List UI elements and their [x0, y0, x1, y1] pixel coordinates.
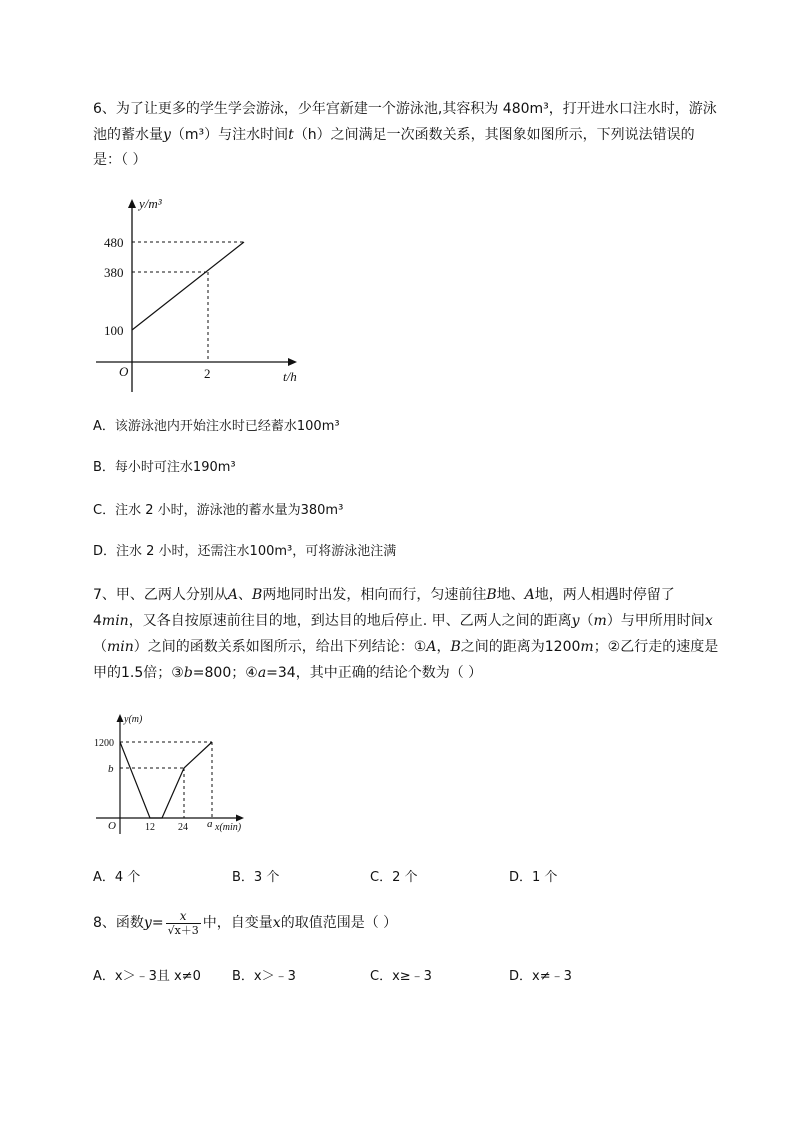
q7-text: 两地同时出发，相向而行，匀速前往 [262, 587, 487, 603]
q7-y-label: y(m) [124, 714, 143, 725]
q6-option-a[interactable]: A．该游泳池内开始注水时已经蓄水100m³ [93, 419, 340, 434]
q7-text: =800；④ [192, 665, 258, 681]
q7-text: 甲的1.5倍；③ [93, 665, 184, 681]
q6-xtick-2: 2 [204, 366, 211, 381]
q7-var: A [227, 587, 239, 603]
q6-var-y: y [163, 127, 171, 143]
q6-option-b[interactable]: B．每小时可注水190m³ [93, 460, 236, 475]
q8-text: 中，自变量 [202, 915, 273, 931]
q7-var: A [426, 639, 437, 655]
q7-text: =34，其中正确的结论个数为（ ） [266, 665, 483, 681]
q7-text: 之间的距离为1200 [460, 639, 581, 655]
q7-option-d[interactable]: D．1 个 [509, 870, 558, 885]
q7-var: y [571, 613, 580, 629]
q6-stem-line1: 6、为了让更多的学生学会游泳，少年宫新建一个游泳池,其容积为 480m³，打开进水口注水时，游泳 [93, 101, 717, 117]
q6-text: （m³）与注水时间 [170, 127, 289, 143]
q7-text: ， [436, 639, 451, 655]
q6-stem-line3: 是：（ ） [93, 152, 147, 168]
q6-ytick-100: 100 [104, 323, 124, 338]
q8-stem [93, 906, 397, 940]
q8-denominator: √x＋3 [167, 923, 199, 937]
q7-origin: O [108, 820, 116, 832]
q7-xtick-24: 24 [178, 822, 188, 833]
q7-text: 地、 [496, 587, 525, 603]
q6-ytick-380: 380 [104, 265, 124, 280]
q8-var-x: x [272, 915, 281, 931]
q7-text: 、 [238, 587, 253, 603]
q7-text: ）与甲所用时间 [606, 613, 705, 629]
q6-text: 池的蓄水量 [93, 127, 163, 143]
q6-text: （h）之间满足一次函数关系，其图象如图所示，下列说法错误的 [293, 127, 695, 143]
q8-text: 8、函数 [93, 915, 144, 931]
q7-var: B [450, 639, 461, 655]
q7-x-arrow [236, 815, 244, 822]
q7-option-b[interactable]: B．3 个 [232, 870, 280, 885]
q7-option-c[interactable]: C．2 个 [370, 870, 418, 885]
q6-origin: O [119, 364, 129, 379]
q7-ytick-b: b [108, 763, 114, 775]
q8-numerator: x [179, 908, 187, 923]
q7-unit: m [593, 613, 607, 629]
q7-var: A [524, 587, 535, 603]
q6-y-label: y/m³ [139, 196, 162, 211]
q7-unit: min [101, 613, 129, 629]
q6-option-c[interactable]: C．注水 2 小时，游泳池的蓄水量为380m³ [93, 503, 344, 518]
q7-var: B [252, 587, 263, 603]
q8-text: = [151, 915, 164, 931]
q7-option-a[interactable]: A．4 个 [93, 870, 141, 885]
q7-text: 7、甲、乙两人分别从 [93, 587, 228, 603]
q8-fraction [166, 909, 201, 938]
q7-text: 4 [93, 613, 102, 629]
q7-y-arrow [117, 714, 124, 722]
q6-x-label: t/h [283, 369, 297, 384]
q7-unit: min [107, 639, 134, 655]
q7-xtick-12: 12 [145, 822, 155, 833]
q6-ytick-480: 480 [104, 235, 124, 250]
q7-var: x [704, 613, 713, 629]
q8-option-a[interactable]: A．x＞﹣3且 x≠0 [93, 969, 201, 984]
q7-text: ，又各自按原速前往目的地，到达目的地后停止. 甲、乙两人之间的距离 [128, 613, 572, 629]
q8-text: 的取值范围是（ ） [280, 915, 398, 931]
q8-option-d[interactable]: D．x≠﹣3 [509, 969, 572, 984]
q7-ytick-1200: 1200 [94, 738, 114, 749]
q7-text: （ [93, 639, 107, 655]
q7-x-label: x(min) [215, 822, 242, 833]
q7-text: ；②乙行走的速度是 [593, 639, 719, 655]
q8-var-y: y [143, 915, 152, 931]
q8-option-c[interactable]: C．x≥﹣3 [370, 969, 432, 984]
q7-var: b [183, 665, 193, 681]
q7-text: ）之间的函数关系如图所示，给出下列结论：① [133, 639, 427, 655]
q7-function-line [120, 742, 212, 818]
q6-var-t: t [288, 127, 294, 143]
q7-var: B [486, 587, 497, 603]
q7-text: 地，两人相遇时停留了 [534, 587, 675, 603]
q6-option-d[interactable]: D．注水 2 小时，还需注水100m³，可将游泳池注满 [93, 544, 397, 559]
q7-xtick-a: a [207, 818, 213, 830]
q7-unit: m [580, 639, 594, 655]
q7-var: a [257, 665, 267, 681]
q8-option-b[interactable]: B．x＞﹣3 [232, 969, 296, 984]
q7-text: （ [579, 613, 594, 629]
